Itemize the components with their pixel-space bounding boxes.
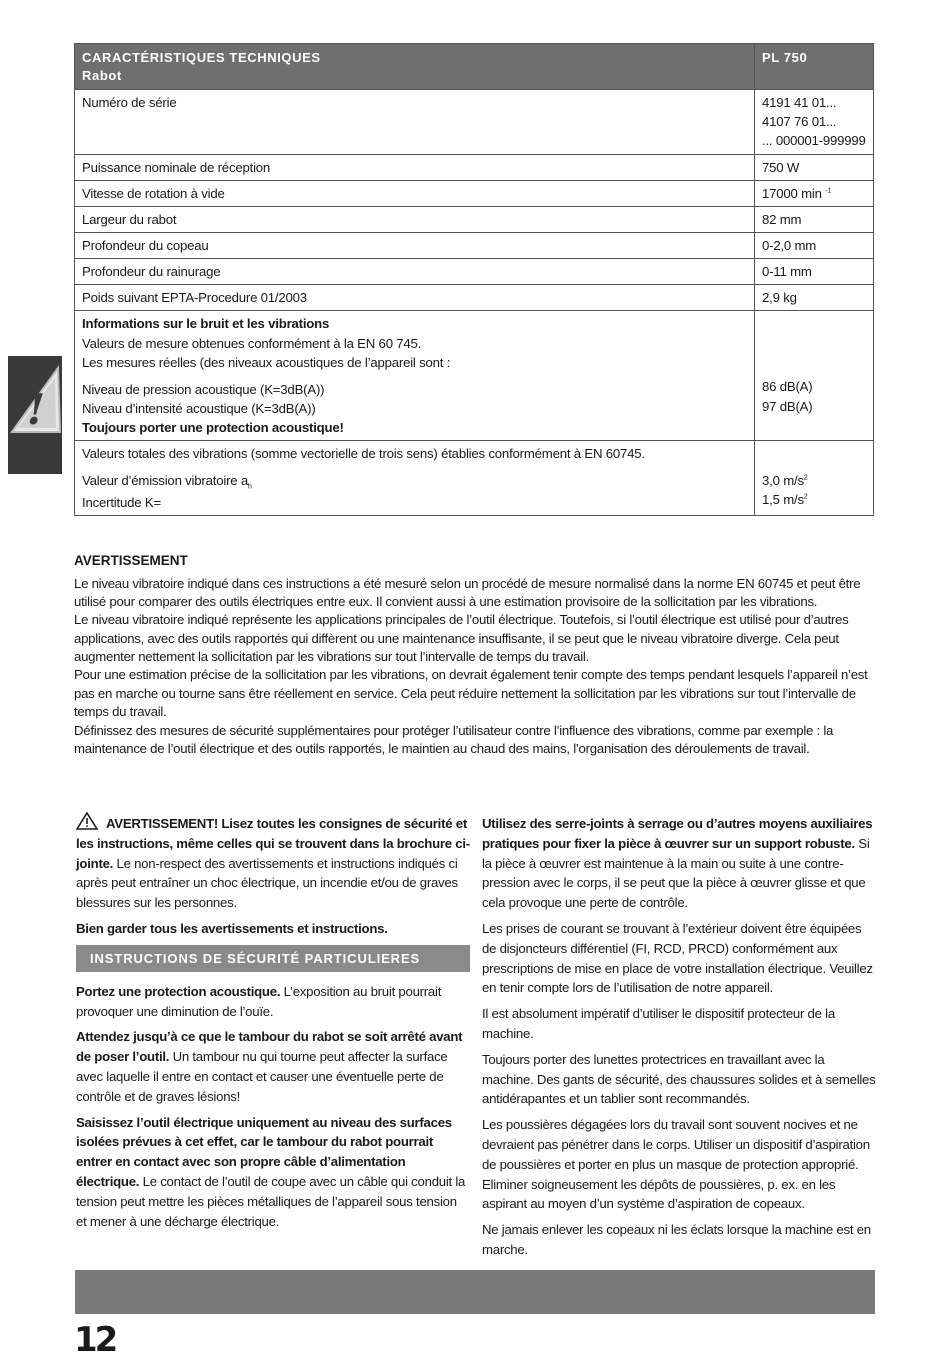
warning-triangle-icon xyxy=(8,360,62,440)
vibration-warning xyxy=(74,552,874,758)
warning-paragraph: Définissez des mesures de sécurité supplémentaires pour protéger l’utilisateur contre l’influence des vibrations, comme par exemple : la maintenance de l’outil électrique et des outils rapportés, le maintien au chaud des mains, l’organisation des déroulements de travail. xyxy=(74,722,834,756)
vibration-intro: Valeurs totales des vibrations (somme vectorielle de trois sens) établies conformément à EN 60745. xyxy=(82,446,645,462)
row-value: 750 W xyxy=(755,154,874,180)
right-column xyxy=(482,814,876,1266)
row-label: Vitesse de rotation à vide xyxy=(75,180,755,206)
intensity-label: Niveau d’intensité acoustique (K=3dB(A)) xyxy=(82,400,316,416)
emission-sub: h xyxy=(248,483,252,491)
pressure-value: 86 dB(A) xyxy=(762,379,813,395)
side-tab xyxy=(8,356,62,474)
row-value: 0-11 mm xyxy=(755,259,874,285)
instruction-bold: Attendez jusqu’à ce que le tambour du rabot se soit arrêté avant de poser l’outil. xyxy=(76,1029,463,1065)
row-value: 82 mm xyxy=(755,206,874,232)
protection-note: Toujours porter une protection acoustique! xyxy=(82,420,344,436)
general-warning xyxy=(76,812,470,913)
spec-table xyxy=(74,43,874,516)
page-number: 12 xyxy=(74,1320,116,1357)
row-label: Profondeur du rainurage xyxy=(75,259,755,285)
emission-label-line xyxy=(82,471,747,493)
noise-line-2: Les mesures réelles (des niveaux acoustiques de l’appareil sont : xyxy=(82,354,451,370)
instruction-item: Il est absolument impératif d’utiliser le dispositif protecteur de la machine. xyxy=(482,1006,835,1041)
instruction-text: L’exposition au bruit pourrait provoquer une diminution de l’ouïe. xyxy=(76,983,442,1019)
warning-paragraph: Pour une estimation précise de la sollicitation par les vibrations, on devrait également tenir compte des temps pendant lesquels l’appareil n’est pas en marche ou tourne sans être réellement en service. Cela peut réduire nettement la sollicitation par les vibrations sur tout l’intervalle de temps du travail. xyxy=(74,667,868,720)
instruction-item: Ne jamais enlever les copeaux ni les éclats lorsque la machine est en marche. xyxy=(482,1222,871,1257)
instruction-text: Un tambour nu qui tourne peut affecter la surface avec laquelle il entre en contact et causer une éventuelle perte de contrôle et de graves lésions! xyxy=(76,1049,448,1104)
row-label: Poids suivant EPTA-Procedure 01/2003 xyxy=(75,285,755,311)
serial-2: 4107 76 01... xyxy=(762,114,837,130)
table-row xyxy=(75,90,874,154)
section-heading: INSTRUCTIONS DE SÉCURITÉ PARTICULIERES xyxy=(76,945,470,972)
intensity-value: 97 dB(A) xyxy=(762,398,813,414)
instruction-item xyxy=(76,982,470,1022)
instruction-text: Le contact de l’outil de coupe avec un câble qui conduit la tension peut mettre les pièces métalliques de l’appareil sous tension et mener à une décharge électrique. xyxy=(76,1173,466,1229)
pressure-label: Niveau de pression acoustique (K=3dB(A)) xyxy=(82,381,325,397)
row-value: 0-2,0 mm xyxy=(755,232,874,258)
noise-title: Informations sur le bruit et les vibrations xyxy=(82,316,330,332)
general-warning-bold: AVERTISSEMENT! Lisez toutes les consignes de sécurité et les instructions, même celles qui se trouvent dans la brochure ci-jointe. xyxy=(76,816,470,871)
keep-instructions: Bien garder tous les avertissements et instructions. xyxy=(76,920,388,936)
uncertainty-unit-sup: 2 xyxy=(803,493,808,501)
noise-row xyxy=(75,311,874,441)
row-label: Puissance nominale de réception xyxy=(75,154,755,180)
table-row xyxy=(75,232,874,258)
uncertainty-label: Incertitude K= xyxy=(82,495,161,511)
spec-model: PL 750 xyxy=(755,44,874,90)
instruction-bold: Saisissez l’outil électrique uniquement au niveau des surfaces isolées prévues à cet effet, car le tambour du rabot pourrait entrer en contact avec son propre câble d’alimentation électrique. xyxy=(76,1114,452,1189)
instruction-bold: Portez une protection acoustique. xyxy=(76,983,281,999)
row-value xyxy=(755,180,874,206)
row-label: Profondeur du copeau xyxy=(75,232,755,258)
table-row xyxy=(75,259,874,285)
uncertainty-value: 1,5 m/s xyxy=(762,492,804,508)
instruction-bold: Utilisez des serre-joints à serrage ou d’autres moyens auxiliaires pratiques pour fixer la pièce à œuvrer sur un support robuste. xyxy=(482,816,873,851)
svg-text:!: ! xyxy=(26,385,46,434)
row-value xyxy=(755,90,874,154)
instruction-item xyxy=(76,1113,470,1232)
serial-3: ... 000001-999999 xyxy=(762,133,866,149)
emission-value: 3,0 m/s xyxy=(762,473,804,489)
table-row xyxy=(75,154,874,180)
vibration-info xyxy=(75,441,755,516)
noise-line-1: Valeurs de mesure obtenues conformément à la EN 60 745. xyxy=(82,335,422,351)
row-value: 2,9 kg xyxy=(755,285,874,311)
instruction-text: Si la pièce à œuvrer est maintenue à la main ou suite à une contre-pression avec le corps, il se peut que la pièce à œuvrer glisse et que cela provoque une perte de contrôle. xyxy=(482,835,870,911)
noise-info xyxy=(75,311,755,441)
emission-value-line xyxy=(762,471,866,490)
vibration-values xyxy=(755,441,874,516)
warning-title: AVERTISSEMENT xyxy=(74,553,188,568)
general-warning-text: Le non-respect des avertissements et instructions indiqués ci après peut entraîner un choc électrique, un incendie et/ou de graves blessures sur les personnes. xyxy=(76,855,458,911)
instruction-item: Les poussières dégagées lors du travail sont souvent nocives et ne devraient pas pénétrer dans le corps. Utiliser un dispositif d’aspiration de poussières et porter en plus un masque de protection approprié. Eliminer soigneusement les dépôts de poussières, p. ex. en les aspirant au moyen d’un système d’aspiration de copeaux. xyxy=(482,1117,870,1212)
spec-subtitle: Rabot xyxy=(82,67,122,83)
left-column xyxy=(76,812,470,1237)
warning-paragraph: Le niveau vibratoire indiqué représente les applications principales de l’outil électrique. Toutefois, si l’outil électrique est utilisé pour d’autres applications, avec des outils rapportés qui diffèrent ou une maintenance insuffisante, il se peut que le niveau vibratoire diverge. Cela peut augmenter nettement la sollicitation par les vibrations sur tout l’intervalle de temps du travail. xyxy=(74,612,849,665)
uncertainty-value-line xyxy=(762,490,866,509)
row-label: Numéro de série xyxy=(75,90,755,154)
spec-header-row xyxy=(75,44,874,90)
instruction-item xyxy=(76,1027,470,1106)
speed-unit-sup: -1 xyxy=(825,187,832,195)
instruction-item: Toujours porter des lunettes protectrices en travaillant avec la machine. Des gants de sécurité, des chaussures solides et à semelles antidérapantes et un tablier sont recommandés. xyxy=(482,1051,876,1107)
footer-bar xyxy=(75,1270,875,1314)
speed-value: 17000 min xyxy=(762,185,822,201)
instruction-item: Les prises de courant se trouvant à l’extérieur doivent être équipées de disjoncteurs différentiel (FI, RCD, PRCD) conformément aux prescriptions de mise en place de votre installation électrique. Veuillez en tenir compte lors de l’utilisation de notre appareil. xyxy=(482,920,873,996)
spec-title: CARACTÉRISTIQUES TECHNIQUES xyxy=(82,50,321,65)
table-row xyxy=(75,206,874,232)
warning-icon xyxy=(76,812,98,830)
noise-values xyxy=(755,311,874,441)
emission-label: Valeur d’émission vibratoire a xyxy=(82,473,249,489)
row-label: Largeur du rabot xyxy=(75,206,755,232)
table-row xyxy=(75,180,874,206)
table-row xyxy=(75,285,874,311)
spec-header-title xyxy=(75,44,755,90)
emission-unit-sup: 2 xyxy=(803,474,808,482)
serial-1: 4191 41 01... xyxy=(762,95,837,111)
vibration-row xyxy=(75,441,874,516)
instruction-item xyxy=(482,814,876,913)
warning-paragraph: Le niveau vibratoire indiqué dans ces instructions a été mesuré selon un procédé de mesure normalisé dans la norme EN 60745 et peut être utilisé pour comparer des outils électriques entre eux. Il convient aussi à une estimation provisoire de la sollicitation par les vibrations. xyxy=(74,575,861,610)
